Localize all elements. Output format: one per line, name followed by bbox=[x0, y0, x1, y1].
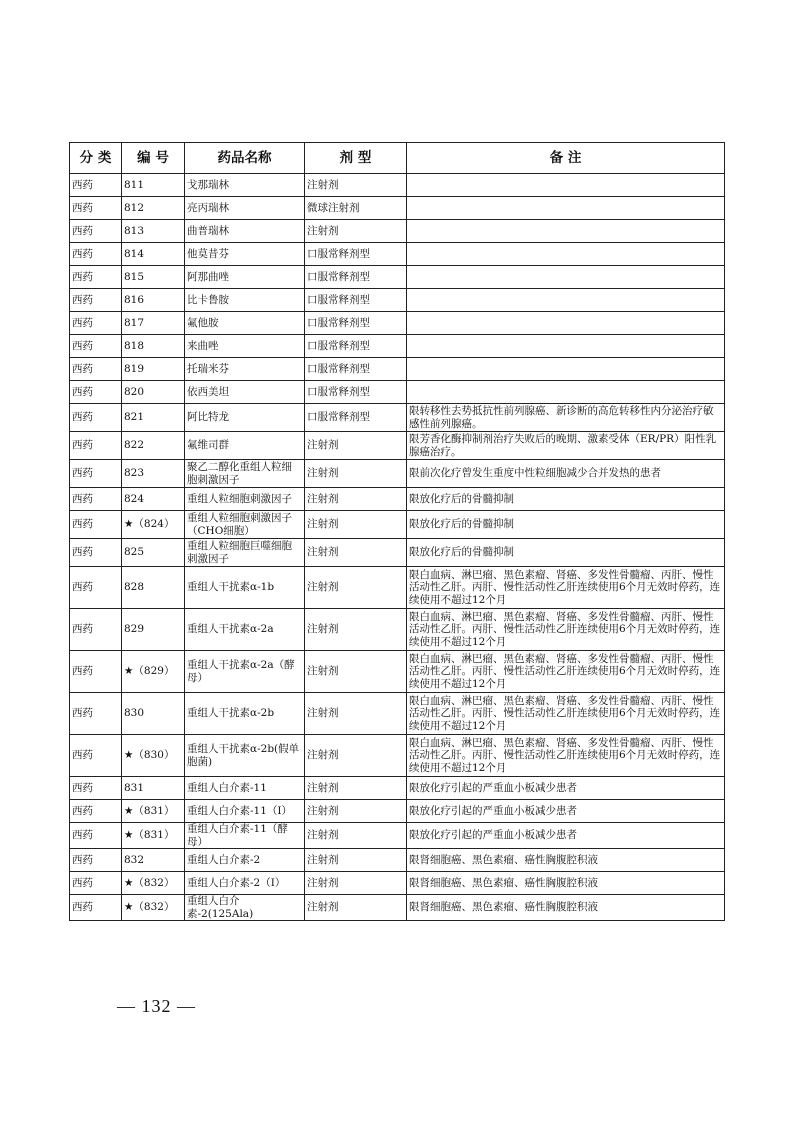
cell-number: ★（824） bbox=[122, 511, 185, 539]
cell-drug-name: 他莫昔芬 bbox=[185, 243, 305, 266]
table-row bbox=[70, 511, 725, 539]
cell-drug-name: 阿比特龙 bbox=[185, 404, 305, 432]
cell-drug-name: 依西美坦 bbox=[185, 381, 305, 404]
table-header-row bbox=[70, 143, 725, 174]
cell-number: 818 bbox=[122, 335, 185, 358]
table-row bbox=[70, 335, 725, 358]
cell-dosage-form: 注射剂 bbox=[305, 872, 407, 895]
cell-remarks: 限白血病、淋巴瘤、黑色素瘤、肾癌、多发性骨髓瘤、丙肝、慢性活动性乙肝。丙肝、慢性活动性乙肝连续使用6个月无效时停药，连续使用不超过12个月 bbox=[407, 693, 725, 735]
cell-dosage-form: 口服常释剂型 bbox=[305, 404, 407, 432]
cell-drug-name: 重组人白介素-11 bbox=[185, 777, 305, 800]
cell-dosage-form: 口服常释剂型 bbox=[305, 289, 407, 312]
cell-remarks: 限白血病、淋巴瘤、黑色素瘤、肾癌、多发性骨髓瘤、丙肝、慢性活动性乙肝。丙肝、慢性活动性乙肝连续使用6个月无效时停药，连续使用不超过12个月 bbox=[407, 609, 725, 651]
cell-remarks bbox=[407, 243, 725, 266]
cell-category: 西药 bbox=[70, 777, 122, 800]
cell-remarks: 限白血病、淋巴瘤、黑色素瘤、肾癌、多发性骨髓瘤、丙肝、慢性活动性乙肝。丙肝、慢性活动性乙肝连续使用6个月无效时停药，连续使用不超过12个月 bbox=[407, 735, 725, 777]
table-row bbox=[70, 432, 725, 460]
cell-number: ★（832） bbox=[122, 895, 185, 921]
table-row bbox=[70, 539, 725, 567]
table-row bbox=[70, 266, 725, 289]
table-row bbox=[70, 735, 725, 777]
cell-drug-name: 曲普瑞林 bbox=[185, 220, 305, 243]
cell-dosage-form: 注射剂 bbox=[305, 488, 407, 511]
page-number: — 132 — bbox=[117, 996, 196, 1016]
cell-dosage-form: 注射剂 bbox=[305, 174, 407, 197]
cell-dosage-form: 口服常释剂型 bbox=[305, 243, 407, 266]
cell-dosage-form: 注射剂 bbox=[305, 511, 407, 539]
cell-number: ★（829） bbox=[122, 651, 185, 693]
table-row bbox=[70, 289, 725, 312]
cell-category: 西药 bbox=[70, 693, 122, 735]
cell-drug-name: 重组人白介素-2(125Ala) bbox=[185, 895, 305, 921]
cell-number: 832 bbox=[122, 849, 185, 872]
drug-table bbox=[69, 142, 725, 921]
cell-category: 西药 bbox=[70, 460, 122, 488]
cell-drug-name: 重组人粒细胞巨噬细胞刺激因子 bbox=[185, 539, 305, 567]
cell-number: ★（832） bbox=[122, 872, 185, 895]
table-row bbox=[70, 567, 725, 609]
cell-drug-name: 重组人干扰素α-2a（酵母） bbox=[185, 651, 305, 693]
cell-remarks: 限放化疗引起的严重血小板减少患者 bbox=[407, 800, 725, 823]
cell-dosage-form: 注射剂 bbox=[305, 823, 407, 849]
cell-remarks: 限肾细胞癌、黑色素瘤、癌性胸腹腔积液 bbox=[407, 895, 725, 921]
cell-number: ★（831） bbox=[122, 800, 185, 823]
cell-remarks: 限白血病、淋巴瘤、黑色素瘤、肾癌、多发性骨髓瘤、丙肝、慢性活动性乙肝。丙肝、慢性活动性乙肝连续使用6个月无效时停药，连续使用不超过12个月 bbox=[407, 567, 725, 609]
cell-drug-name: 阿那曲唑 bbox=[185, 266, 305, 289]
cell-dosage-form: 注射剂 bbox=[305, 609, 407, 651]
header-drug-name: 药品名称 bbox=[185, 143, 305, 174]
cell-number: 825 bbox=[122, 539, 185, 567]
cell-dosage-form: 注射剂 bbox=[305, 651, 407, 693]
cell-category: 西药 bbox=[70, 404, 122, 432]
table-row bbox=[70, 460, 725, 488]
cell-drug-name: 重组人白介素-2（Ⅰ） bbox=[185, 872, 305, 895]
header-remarks: 备 注 bbox=[407, 143, 725, 174]
header-dosage-form: 剂 型 bbox=[305, 143, 407, 174]
cell-remarks bbox=[407, 289, 725, 312]
table-row bbox=[70, 651, 725, 693]
cell-remarks: 限芳香化酶抑制剂治疗失败后的晚期、激素受体（ER/PR）阳性乳腺癌治疗。 bbox=[407, 432, 725, 460]
table-row bbox=[70, 800, 725, 823]
cell-number: ★（830） bbox=[122, 735, 185, 777]
cell-number: 814 bbox=[122, 243, 185, 266]
cell-number: 817 bbox=[122, 312, 185, 335]
cell-category: 西药 bbox=[70, 872, 122, 895]
cell-remarks: 限放化疗后的骨髓抑制 bbox=[407, 488, 725, 511]
cell-number: ★（831） bbox=[122, 823, 185, 849]
cell-category: 西药 bbox=[70, 243, 122, 266]
cell-number: 819 bbox=[122, 358, 185, 381]
cell-dosage-form: 口服常释剂型 bbox=[305, 312, 407, 335]
cell-dosage-form: 注射剂 bbox=[305, 849, 407, 872]
cell-number: 824 bbox=[122, 488, 185, 511]
cell-category: 西药 bbox=[70, 567, 122, 609]
cell-category: 西药 bbox=[70, 358, 122, 381]
table-row bbox=[70, 197, 725, 220]
cell-number: 821 bbox=[122, 404, 185, 432]
cell-dosage-form: 口服常释剂型 bbox=[305, 335, 407, 358]
cell-remarks bbox=[407, 197, 725, 220]
cell-dosage-form: 注射剂 bbox=[305, 567, 407, 609]
cell-remarks: 限肾细胞癌、黑色素瘤、癌性胸腹腔积液 bbox=[407, 849, 725, 872]
cell-remarks: 限放化疗引起的严重血小板减少患者 bbox=[407, 823, 725, 849]
cell-category: 西药 bbox=[70, 609, 122, 651]
table-row bbox=[70, 895, 725, 921]
cell-drug-name: 托瑞米芬 bbox=[185, 358, 305, 381]
cell-drug-name: 氟他胺 bbox=[185, 312, 305, 335]
cell-category: 西药 bbox=[70, 488, 122, 511]
cell-category: 西药 bbox=[70, 895, 122, 921]
cell-drug-name: 来曲唑 bbox=[185, 335, 305, 358]
cell-remarks: 限放化疗后的骨髓抑制 bbox=[407, 539, 725, 567]
cell-category: 西药 bbox=[70, 197, 122, 220]
cell-dosage-form: 微球注射剂 bbox=[305, 197, 407, 220]
cell-dosage-form: 注射剂 bbox=[305, 735, 407, 777]
cell-category: 西药 bbox=[70, 651, 122, 693]
cell-dosage-form: 注射剂 bbox=[305, 800, 407, 823]
table-row bbox=[70, 404, 725, 432]
cell-dosage-form: 注射剂 bbox=[305, 220, 407, 243]
cell-category: 西药 bbox=[70, 266, 122, 289]
cell-drug-name: 重组人白介素-2 bbox=[185, 849, 305, 872]
cell-number: 829 bbox=[122, 609, 185, 651]
cell-remarks bbox=[407, 381, 725, 404]
cell-category: 西药 bbox=[70, 735, 122, 777]
cell-dosage-form: 口服常释剂型 bbox=[305, 266, 407, 289]
cell-remarks bbox=[407, 335, 725, 358]
cell-remarks: 限白血病、淋巴瘤、黑色素瘤、肾癌、多发性骨髓瘤、丙肝、慢性活动性乙肝。丙肝、慢性活动性乙肝连续使用6个月无效时停药，连续使用不超过12个月 bbox=[407, 651, 725, 693]
table-row bbox=[70, 381, 725, 404]
cell-drug-name: 重组人干扰素α-1b bbox=[185, 567, 305, 609]
cell-category: 西药 bbox=[70, 312, 122, 335]
cell-dosage-form: 口服常释剂型 bbox=[305, 358, 407, 381]
cell-category: 西药 bbox=[70, 511, 122, 539]
cell-number: 828 bbox=[122, 567, 185, 609]
table-row bbox=[70, 777, 725, 800]
cell-remarks bbox=[407, 266, 725, 289]
cell-remarks bbox=[407, 174, 725, 197]
cell-category: 西药 bbox=[70, 800, 122, 823]
cell-drug-name: 重组人白介素-11（Ⅰ） bbox=[185, 800, 305, 823]
cell-drug-name: 重组人粒细胞刺激因子（CHO细胞） bbox=[185, 511, 305, 539]
table-row bbox=[70, 358, 725, 381]
cell-remarks bbox=[407, 358, 725, 381]
cell-drug-name: 重组人白介素-11（酵母） bbox=[185, 823, 305, 849]
cell-dosage-form: 口服常释剂型 bbox=[305, 381, 407, 404]
cell-remarks bbox=[407, 312, 725, 335]
header-category: 分 类 bbox=[70, 143, 122, 174]
cell-dosage-form: 注射剂 bbox=[305, 432, 407, 460]
cell-remarks: 限放化疗引起的严重血小板减少患者 bbox=[407, 777, 725, 800]
table-row bbox=[70, 823, 725, 849]
table-row bbox=[70, 220, 725, 243]
cell-number: 830 bbox=[122, 693, 185, 735]
cell-category: 西药 bbox=[70, 335, 122, 358]
cell-number: 820 bbox=[122, 381, 185, 404]
cell-category: 西药 bbox=[70, 381, 122, 404]
table-body bbox=[70, 174, 725, 921]
cell-category: 西药 bbox=[70, 289, 122, 312]
cell-remarks: 限放化疗后的骨髓抑制 bbox=[407, 511, 725, 539]
cell-number: 812 bbox=[122, 197, 185, 220]
cell-drug-name: 重组人粒细胞刺激因子 bbox=[185, 488, 305, 511]
cell-drug-name: 氟维司群 bbox=[185, 432, 305, 460]
cell-remarks bbox=[407, 220, 725, 243]
cell-number: 813 bbox=[122, 220, 185, 243]
cell-category: 西药 bbox=[70, 823, 122, 849]
cell-category: 西药 bbox=[70, 220, 122, 243]
cell-remarks: 限肾细胞癌、黑色素瘤、癌性胸腹腔积液 bbox=[407, 872, 725, 895]
cell-drug-name: 重组人干扰素α-2b bbox=[185, 693, 305, 735]
cell-drug-name: 比卡鲁胺 bbox=[185, 289, 305, 312]
cell-drug-name: 重组人干扰素α-2b(假单胞菌) bbox=[185, 735, 305, 777]
cell-dosage-form: 注射剂 bbox=[305, 693, 407, 735]
table-row bbox=[70, 174, 725, 197]
cell-dosage-form: 注射剂 bbox=[305, 539, 407, 567]
cell-category: 西药 bbox=[70, 539, 122, 567]
cell-dosage-form: 注射剂 bbox=[305, 777, 407, 800]
cell-number: 811 bbox=[122, 174, 185, 197]
cell-drug-name: 戈那瑞林 bbox=[185, 174, 305, 197]
cell-dosage-form: 注射剂 bbox=[305, 895, 407, 921]
table-row bbox=[70, 872, 725, 895]
cell-remarks: 限转移性去势抵抗性前列腺癌、新诊断的高危转移性内分泌治疗敏感性前列腺癌。 bbox=[407, 404, 725, 432]
table-row bbox=[70, 609, 725, 651]
cell-drug-name: 聚乙二醇化重组人粒细胞刺激因子 bbox=[185, 460, 305, 488]
table-row bbox=[70, 243, 725, 266]
table-row bbox=[70, 849, 725, 872]
cell-drug-name: 亮丙瑞林 bbox=[185, 197, 305, 220]
cell-number: 831 bbox=[122, 777, 185, 800]
cell-category: 西药 bbox=[70, 174, 122, 197]
cell-category: 西药 bbox=[70, 849, 122, 872]
table-row bbox=[70, 488, 725, 511]
cell-category: 西药 bbox=[70, 432, 122, 460]
table-row bbox=[70, 693, 725, 735]
cell-drug-name: 重组人干扰素α-2a bbox=[185, 609, 305, 651]
cell-number: 823 bbox=[122, 460, 185, 488]
cell-remarks: 限前次化疗曾发生重度中性粒细胞减少合并发热的患者 bbox=[407, 460, 725, 488]
table-row bbox=[70, 312, 725, 335]
cell-dosage-form: 注射剂 bbox=[305, 460, 407, 488]
cell-number: 815 bbox=[122, 266, 185, 289]
cell-number: 816 bbox=[122, 289, 185, 312]
header-number: 编 号 bbox=[122, 143, 185, 174]
cell-number: 822 bbox=[122, 432, 185, 460]
